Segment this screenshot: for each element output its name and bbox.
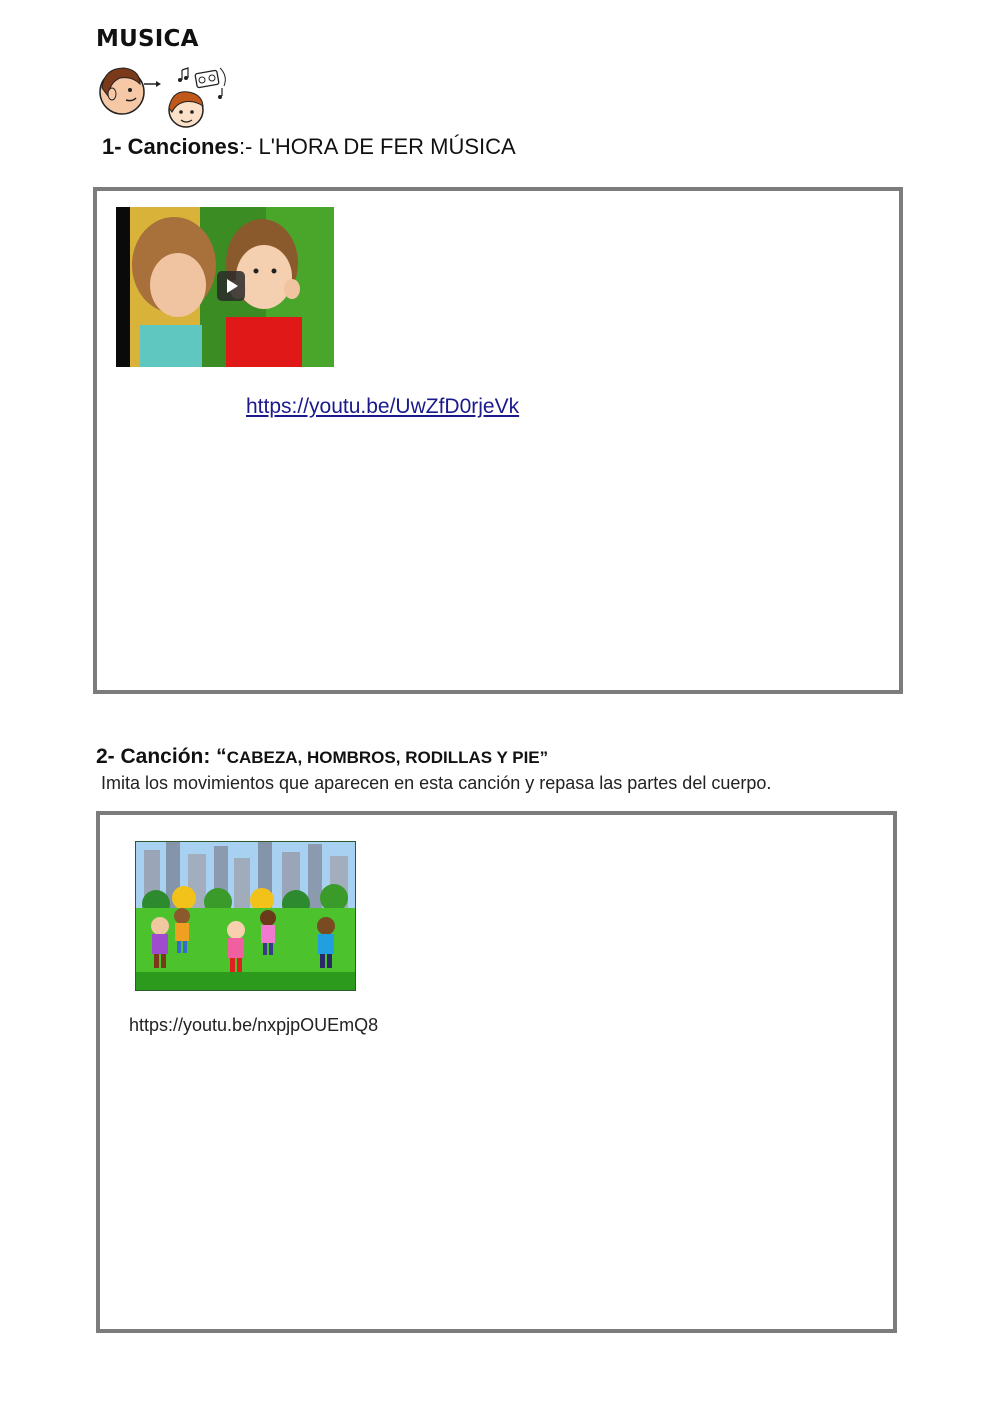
video-thumbnail-2[interactable]	[135, 841, 356, 991]
section-1-video-link[interactable]: https://youtu.be/UwZfD0rjeVk	[246, 395, 520, 418]
section-1-title: :- L'HORA DE FER MÚSICA	[238, 134, 516, 159]
section-1-number-label: 1- Canciones	[102, 134, 239, 159]
section-2-video-link[interactable]: https://youtu.be/nxpjpOUEmQ8	[129, 1015, 379, 1035]
video-thumbnail-1[interactable]	[116, 207, 334, 367]
section-2-instruction: Imita los movimientos que aparecen en esta canción y repasa las partes del cuerpo.	[101, 773, 772, 793]
listen-music-pictogram-icon	[96, 62, 232, 134]
section-1-heading	[102, 134, 516, 160]
play-icon	[217, 271, 245, 301]
section-2-song-title: CABEZA, HOMBROS, RODILLAS Y PIE”	[226, 748, 549, 767]
page-title: MUSICA	[96, 26, 199, 52]
section-2-heading	[96, 745, 548, 769]
section-2-heading-label: 2- Canción: “	[96, 745, 227, 768]
